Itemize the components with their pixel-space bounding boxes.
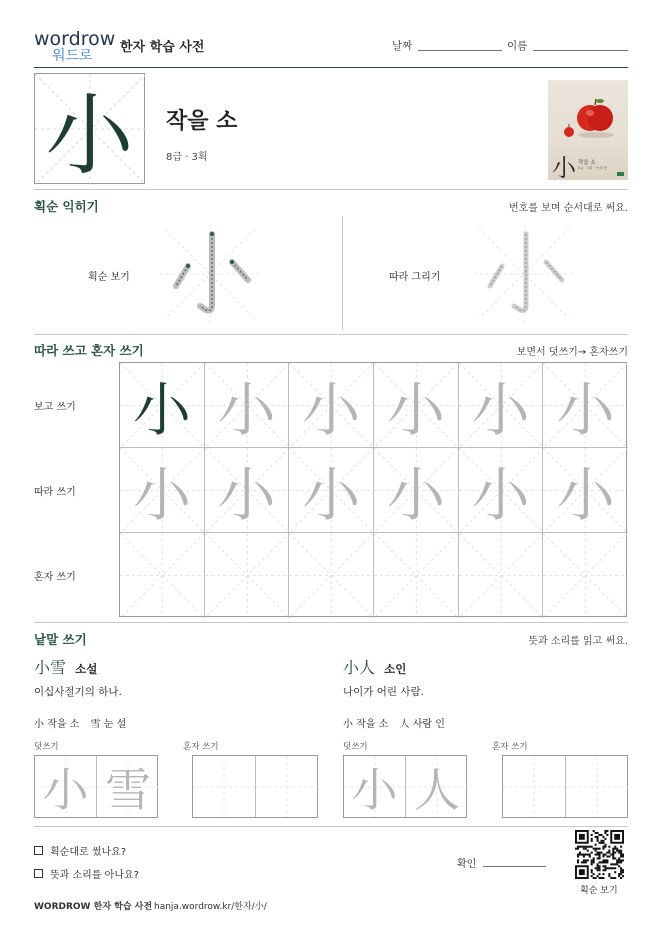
trace-label: 덧쓰기 [34,742,59,752]
practice-char: 小 [132,461,191,529]
checklist-item-2[interactable]: 뜻과 소리를 아나요? [34,866,139,881]
vocab-alone-box[interactable] [192,755,318,818]
main-character-box [34,73,145,187]
meaning-sound: 작을 소 [166,109,238,134]
practice-char: 小 [386,376,445,444]
footer-brand: WORDROW 한자 학습 사전 [34,902,153,912]
practice-cell[interactable] [205,448,290,533]
guide-lines [120,533,205,618]
row-label-trace: 따라 쓰기 [34,487,76,498]
practice-cell[interactable] [543,448,628,533]
stroke-order-diagram [160,224,260,324]
practice-cell[interactable] [374,363,459,448]
practice-cell[interactable] [289,448,374,533]
practice-cell[interactable] [289,363,374,448]
logo-wordmark: wordrow [34,28,116,50]
vocab-gloss: 小 작을 소 雪 눈 설 [34,719,127,730]
checkbox-icon[interactable] [34,869,43,878]
vocab-trace-box[interactable] [343,755,467,818]
thumbnail-badge [617,172,624,176]
stroke-view-label: 획순 보기 [88,272,130,283]
name-field[interactable] [533,50,628,51]
practice-char: 小 [556,461,615,529]
vocab-hanja: 小雪 [34,658,67,677]
practice-cell[interactable] [543,363,628,448]
writing-section-title: 따라 쓰고 혼자 쓰기 [34,343,144,358]
grade-strokes: 8급 · 3획 [166,152,208,163]
wordrow-logo [34,28,114,64]
guide-lines [459,533,544,618]
practice-char: 小 [302,461,361,529]
guide-lines [374,533,459,618]
vocab-gloss: 小 작을 소 人 사람 인 [343,719,445,730]
stroke-section-note: 번호를 보며 순서대로 써요. [509,203,628,214]
divider [34,826,628,827]
practice-cell[interactable] [120,363,205,448]
thumbnail-subtitle: 8급 · 3획 · 小의 뜻 [578,166,608,170]
practice-cell[interactable] [374,448,459,533]
thumbnail-character: 小 [552,154,576,180]
main-character: 小 [45,83,134,187]
practice-cell[interactable] [120,533,205,618]
vocab-word-1 [34,655,97,678]
divider [34,622,628,623]
logo-korean: 워드로 [52,48,93,64]
practice-cell[interactable] [459,533,544,618]
divider [34,334,628,335]
vocab-reading: 소설 [75,662,98,676]
qr-code-icon[interactable] [575,830,624,879]
guide-lines [205,533,290,618]
practice-char: 小 [556,376,615,444]
stroke-trace-label: 따라 그리기 [389,272,441,283]
character-thumbnail [548,80,628,180]
practice-char: 小 [132,376,191,444]
alone-label: 혼자 쓰기 [492,742,528,752]
practice-char: 小 [386,461,445,529]
vocab-definition: 나이가 어린 사람. [343,686,425,698]
date-label: 날짜 [392,40,413,52]
checklist-item-1[interactable]: 획순대로 썼나요? [34,843,126,858]
vocab-reading: 소인 [384,662,407,676]
practice-cell[interactable] [374,533,459,618]
guide-lines [543,533,628,618]
row-label-view: 보고 쓰기 [34,402,76,413]
stroke-trace-area[interactable] [474,224,574,324]
trace-label: 덧쓰기 [343,742,368,752]
practice-cell[interactable] [289,533,374,618]
practice-cell[interactable] [205,363,290,448]
practice-char: 小 [217,376,276,444]
vocab-hanja: 小人 [343,658,376,677]
vocab-definition: 이십사절기의 하나. [34,686,122,698]
practice-char: 小 [217,461,276,529]
qr-label: 획순 보기 [580,886,618,896]
header-title: 한자 학습 사전 [120,40,205,55]
vocab-alone-box[interactable] [502,755,628,818]
practice-grid [119,362,627,617]
guide-lines [289,533,374,618]
date-field[interactable] [418,50,502,51]
vocab-section-title: 낱말 쓰기 [34,632,87,647]
practice-char: 小 [471,461,530,529]
practice-cell[interactable] [205,533,290,618]
vocab-section-note: 뜻과 소리를 읽고 써요. [528,636,628,647]
writing-section-note: 보면서 덧쓰기→ 혼자쓰기 [516,347,628,358]
thumbnail-title: 작을 소 [578,160,596,166]
trace-char: 小 [351,762,398,817]
practice-cell[interactable] [459,448,544,533]
trace-char: 雪 [105,762,151,817]
divider [34,189,628,190]
practice-cell[interactable] [120,448,205,533]
practice-cell[interactable] [543,533,628,618]
name-label: 이름 [507,40,528,52]
stroke-divider [342,216,343,330]
confirm-field[interactable] [483,866,546,867]
vocab-trace-box[interactable] [34,755,158,818]
practice-char: 小 [302,376,361,444]
confirm-label: 확인 [457,859,477,870]
stroke-section-title: 획순 익히기 [34,199,99,214]
practice-cell[interactable] [459,363,544,448]
practice-char: 小 [471,376,530,444]
checkbox-icon[interactable] [34,846,43,855]
trace-char: 人 [414,762,460,817]
vocab-word-2 [343,655,406,678]
trace-char: 小 [42,762,89,817]
footer-url[interactable]: hanja.wordrow.kr/한자/小/ [154,902,267,912]
alone-label: 혼자 쓰기 [183,742,219,752]
row-label-alone: 혼자 쓰기 [34,572,76,583]
